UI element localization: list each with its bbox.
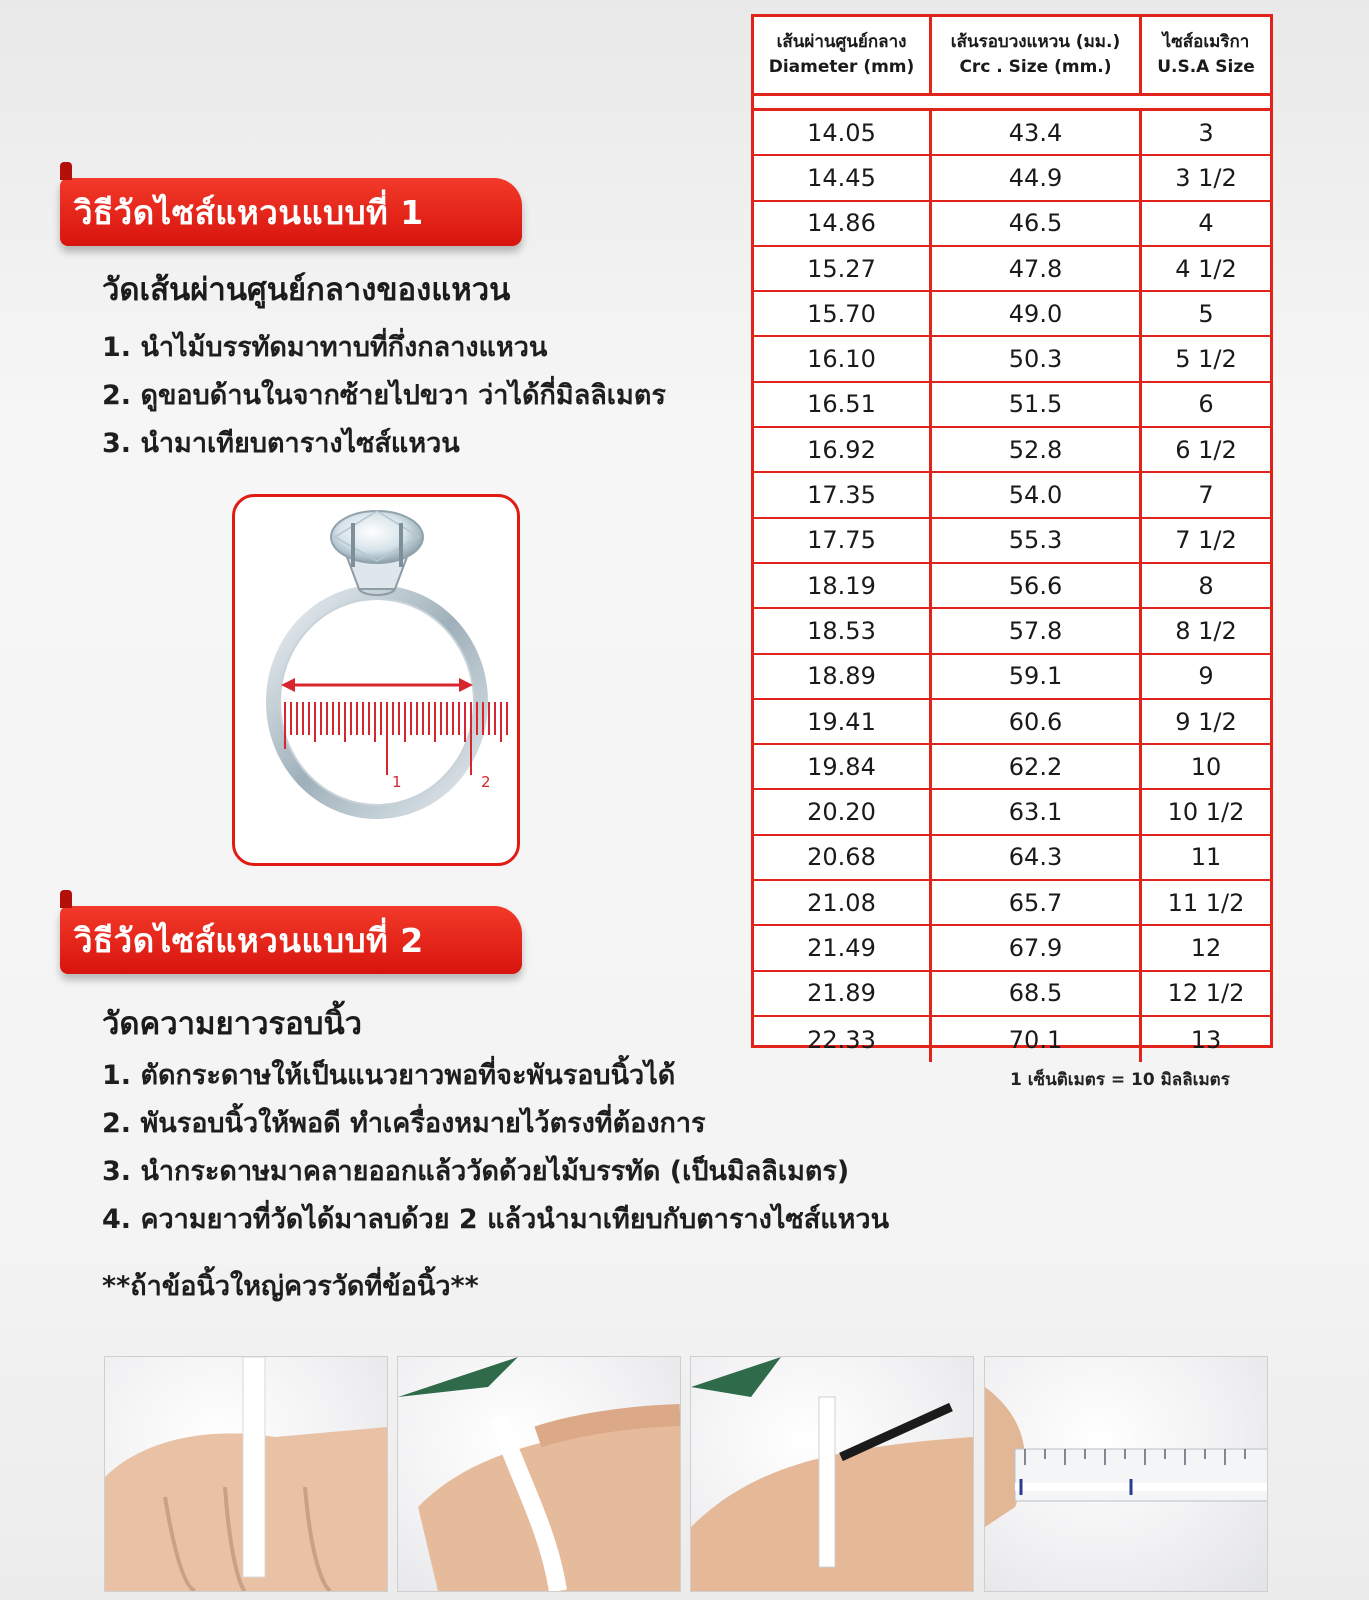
cell-circumference: 70.1 — [932, 1017, 1142, 1062]
cell-usa-size: 12 1/2 — [1167, 979, 1245, 1008]
method1-subtitle: วัดเส้นผ่านศูนย์กลางของแหวน — [102, 272, 511, 308]
method2-subtitle: วัดความยาวรอบนิ้ว — [102, 1006, 363, 1042]
table-row — [754, 156, 1270, 201]
cell-circumference: 43.4 — [932, 111, 1142, 154]
cell-usa-size: 5 — [1198, 299, 1214, 328]
cell-diameter: 21.89 — [754, 972, 932, 1015]
cell-diameter: 20.20 — [754, 790, 932, 833]
method1-step: 3. นำมาเทียบตารางไซส์แหวน — [102, 428, 460, 459]
cell-diameter: 14.86 — [754, 202, 932, 245]
table-row — [754, 202, 1270, 247]
cell-circumference: 49.0 — [932, 292, 1142, 335]
ring-size-table — [751, 14, 1273, 1054]
cell-usa-size: 9 — [1198, 662, 1214, 691]
photo-mark-paper — [690, 1356, 974, 1592]
cell-circumference: 50.3 — [932, 337, 1142, 380]
method1-title-ribbon — [60, 178, 522, 246]
cell-usa-size: 11 — [1190, 843, 1222, 872]
table-body — [754, 111, 1270, 1062]
method1-step: 2. ดูขอบด้านในจากซ้ายไปขวา ว่าได้กี่มิลลิเมตร — [102, 380, 666, 411]
method1-steps — [102, 326, 666, 470]
cell-circumference: 57.8 — [932, 609, 1142, 652]
table-row — [754, 111, 1270, 156]
cell-diameter: 16.92 — [754, 428, 932, 471]
cell-usa-size: 4 — [1198, 209, 1214, 238]
cell-circumference: 64.3 — [932, 836, 1142, 879]
ring-illustration-frame — [232, 494, 520, 866]
cell-diameter: 14.05 — [754, 111, 932, 154]
cell-circumference: 47.8 — [932, 247, 1142, 290]
cell-usa-size: 9 1/2 — [1175, 707, 1237, 736]
cell-circumference: 54.0 — [932, 473, 1142, 516]
cell-circumference: 51.5 — [932, 383, 1142, 426]
cell-usa-size: 13 — [1190, 1025, 1222, 1054]
table-row — [754, 700, 1270, 745]
cell-circumference: 68.5 — [932, 972, 1142, 1015]
cell-circumference: 60.6 — [932, 700, 1142, 743]
cell-diameter: 15.27 — [754, 247, 932, 290]
table-row — [754, 1017, 1270, 1062]
cell-diameter: 18.53 — [754, 609, 932, 652]
table-row — [754, 428, 1270, 473]
cell-circumference: 63.1 — [932, 790, 1142, 833]
table-header-gap — [754, 96, 1270, 111]
cell-diameter: 19.84 — [754, 745, 932, 788]
cell-usa-size: 4 1/2 — [1175, 254, 1237, 283]
cell-circumference: 52.8 — [932, 428, 1142, 471]
header-usa-size-thai: ไซส์อเมริกา — [1162, 32, 1250, 52]
cell-diameter: 22.33 — [754, 1017, 932, 1062]
method2-title-ribbon — [60, 906, 522, 974]
method2-step: 4. ความยาวที่วัดได้มาลบด้วย 2 แล้วนำมาเทียบกับตารางไซส์แหวน — [102, 1204, 890, 1235]
table-row — [754, 519, 1270, 564]
cell-diameter: 20.68 — [754, 836, 932, 879]
cell-circumference: 62.2 — [932, 745, 1142, 788]
table-row — [754, 790, 1270, 835]
cell-usa-size: 7 1/2 — [1175, 526, 1237, 555]
ring-band — [273, 592, 481, 812]
table-row — [754, 745, 1270, 790]
photo-paper-around-finger — [104, 1356, 388, 1592]
cell-circumference: 56.6 — [932, 564, 1142, 607]
table-row — [754, 247, 1270, 292]
table-row — [754, 564, 1270, 609]
cell-diameter: 17.35 — [754, 473, 932, 516]
cell-circumference: 55.3 — [932, 519, 1142, 562]
ruler-mark-1: 1 — [392, 773, 402, 791]
cell-circumference: 46.5 — [932, 202, 1142, 245]
method1-step: 1. นำไม้บรรทัดมาทาบที่กึ่งกลางแหวน — [102, 332, 548, 363]
cell-diameter: 15.70 — [754, 292, 932, 335]
header-usa-size-en: U.S.A Size — [1157, 57, 1255, 77]
measurement-photos — [104, 1356, 1270, 1592]
table-row — [754, 609, 1270, 654]
cell-circumference: 65.7 — [932, 881, 1142, 924]
cell-circumference: 67.9 — [932, 926, 1142, 969]
cell-diameter: 16.10 — [754, 337, 932, 380]
cell-diameter: 18.19 — [754, 564, 932, 607]
method2-step: 1. ตัดกระดาษให้เป็นแนวยาวพอที่จะพันรอบนิ้วได้ — [102, 1060, 676, 1091]
ring-illustration — [235, 497, 517, 863]
header-usa-size — [1142, 17, 1270, 93]
cell-usa-size: 12 — [1190, 933, 1222, 962]
header-circumference-thai: เส้นรอบวงแหวน (มม.) — [950, 32, 1121, 52]
method2-step: 3. นำกระดาษมาคลายออกแล้ววัดด้วยไม้บรรทัด (เป็นมิลลิเมตร) — [102, 1156, 850, 1187]
table-row — [754, 655, 1270, 700]
cell-usa-size: 8 1/2 — [1175, 616, 1237, 645]
cell-circumference: 59.1 — [932, 655, 1142, 698]
cell-usa-size: 7 — [1198, 481, 1214, 510]
header-diameter — [754, 17, 932, 93]
photo-wrap-finger — [397, 1356, 681, 1592]
cell-diameter: 19.41 — [754, 700, 932, 743]
cell-circumference: 44.9 — [932, 156, 1142, 199]
table-row — [754, 337, 1270, 382]
cell-diameter: 21.49 — [754, 926, 932, 969]
header-circumference-en: Crc . Size (mm.) — [959, 57, 1112, 77]
cell-usa-size: 8 — [1198, 571, 1214, 600]
cell-usa-size: 10 — [1190, 752, 1222, 781]
cell-usa-size: 11 1/2 — [1167, 888, 1245, 917]
cell-usa-size: 6 — [1198, 390, 1214, 419]
photo-measure-ruler — [984, 1356, 1268, 1592]
method1-title: วิธีวัดไซส์แหวนแบบที่ 1 — [74, 192, 424, 232]
ruler-mark-2: 2 — [481, 773, 491, 791]
table-row — [754, 836, 1270, 881]
cell-diameter: 17.75 — [754, 519, 932, 562]
header-diameter-en: Diameter (mm) — [768, 57, 915, 77]
cell-diameter: 14.45 — [754, 156, 932, 199]
cell-usa-size: 5 1/2 — [1175, 345, 1237, 374]
header-diameter-thai: เส้นผ่านศูนย์กลาง — [776, 32, 907, 52]
unit-conversion-note: 1 เซ็นติเมตร = 10 มิลลิเมตร — [1010, 1070, 1230, 1090]
table-row — [754, 292, 1270, 337]
table-row — [754, 972, 1270, 1017]
method2-title: วิธีวัดไซส์แหวนแบบที่ 2 — [74, 920, 424, 960]
diamond — [331, 511, 423, 563]
method2-steps — [102, 1054, 889, 1246]
table-row — [754, 926, 1270, 971]
cell-diameter: 21.08 — [754, 881, 932, 924]
cell-usa-size: 10 1/2 — [1167, 798, 1245, 827]
cell-diameter: 18.89 — [754, 655, 932, 698]
header-circumference — [932, 17, 1142, 93]
table-row — [754, 383, 1270, 428]
table-row — [754, 881, 1270, 926]
cell-usa-size: 3 — [1198, 118, 1214, 147]
cell-usa-size: 6 1/2 — [1175, 435, 1237, 464]
cell-diameter: 16.51 — [754, 383, 932, 426]
method2-step: 2. พันรอบนิ้วให้พอดี ทำเครื่องหมายไว้ตรงที่ต้องการ — [102, 1108, 706, 1139]
cell-usa-size: 3 1/2 — [1175, 163, 1237, 192]
knuckle-note: **ถ้าข้อนิ้วใหญ่ควรวัดที่ข้อนิ้ว** — [102, 1271, 479, 1302]
table-header — [754, 17, 1270, 96]
table-row — [754, 473, 1270, 518]
